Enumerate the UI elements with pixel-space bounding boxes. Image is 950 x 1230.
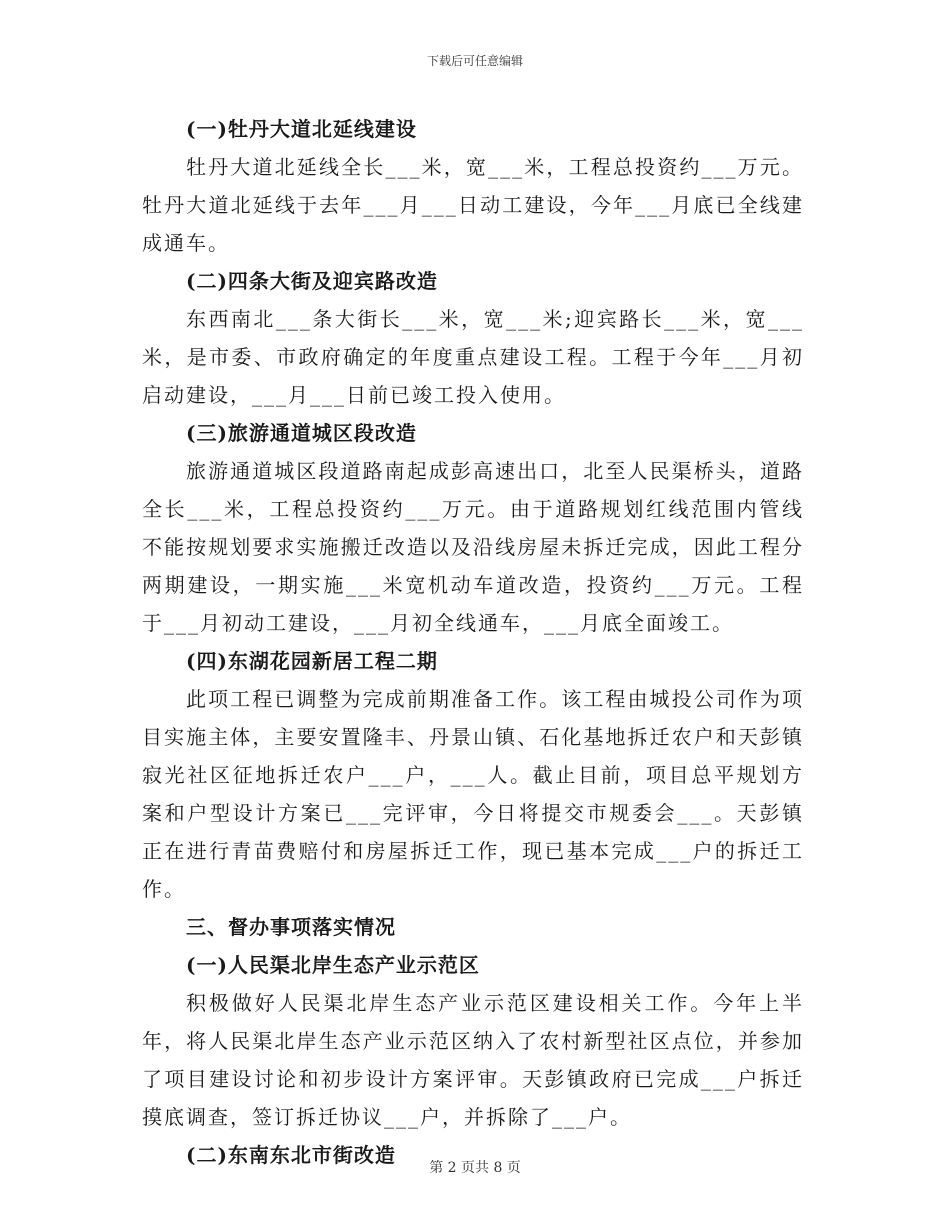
paragraph-4: 此项工程已调整为完成前期准备工作。该工程由城投公司作为项目实施主体，主要安置隆丰、丹景山镇、石化基地拆迁农户和天彭镇寂光社区征地拆迁农户___户，___人。截止目前，项目总平规划方案和户型设计方案已___完评审，今日将提交市规委会___。天彭镇正在进行青苗费赔付和房屋拆迁工作，现已基本完成___户的拆迁工作。 [142,687,804,901]
paragraph-5: 积极做好人民渠北岸生态产业示范区建设相关工作。今年上半年，将人民渠北岸生态产业示范区纳入了农村新型社区点位，并参加了项目建设讨论和初步设计方案评审。天彭镇政府已完成___户拆迁摸底调查，签订拆迁协议___户，并拆除了___户。 [142,991,804,1129]
section-heading-5: (一)人民渠北岸生态产业示范区 [186,953,480,977]
section-heading-1: (一)牡丹大道北延线建设 [186,117,417,141]
document-body [142,110,804,1174]
chapter-heading-3: 三、督办事项落实情况 [186,915,396,939]
paragraph-3: 旅游通道城区段道路南起成彭高速出口，北至人民渠桥头，道路全长___米，工程总投资约___万元。由于道路规划红线范围内管线不能按规划要求实施搬迁改造以及沿线房屋未拆迁完成，因此工程分两期建设，一期实施___米宽机动车道改造，投资约___万元。工程于___月初动工建设，___月初全线通车，___月底全面竣工。 [142,459,804,635]
paragraph-2: 东西南北___条大街长___米，宽___米;迎宾路长___米，宽___米，是市委、市政府确定的年度重点建设工程。工程于今年___月初启动建设，___月___日前已竣工投入使用。 [142,307,804,407]
paragraph-1: 牡丹大道北延线全长___米，宽___米，工程总投资约___万元。牡丹大道北延线于去年___月___日动工建设，今年___月底已全线建成通车。 [142,155,804,255]
page-footer: 第 2 页共 8 页 [429,1160,521,1176]
page-header: 下载后可任意编辑 [426,54,523,68]
section-heading-4: (四)东湖花园新居工程二期 [186,649,438,673]
section-heading-2: (二)四条大街及迎宾路改造 [186,269,438,293]
section-heading-3: (三)旅游通道城区段改造 [186,421,417,445]
section-heading-6: (二)东南东北市街改造 [186,1143,396,1167]
